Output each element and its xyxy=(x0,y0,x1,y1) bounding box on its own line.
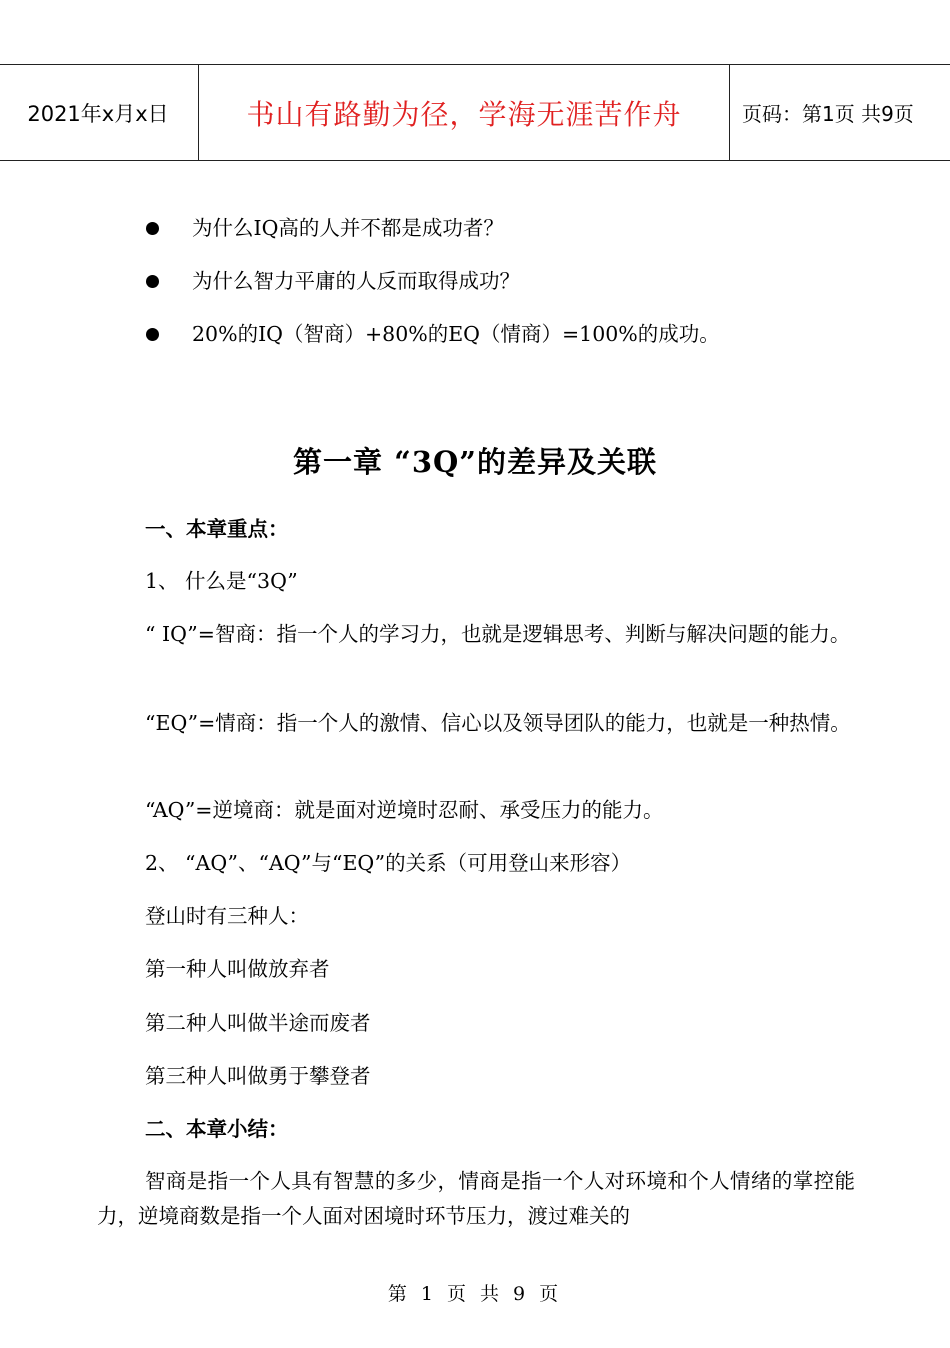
summary-paragraph: 智商是指一个人具有智慧的多少，情商是指一个人对环境和个人情绪的掌控能力，逆境商数是指一个人面对困境时环节压力，渡过难关的 xyxy=(97,1169,855,1228)
header-date: 2021年x月x日 xyxy=(27,101,169,126)
header-table xyxy=(0,64,950,161)
item-what-is-3q: 1、 什么是“3Q” xyxy=(145,569,298,593)
bullet-text: 为什么IQ高的人并不都是成功者？ xyxy=(192,216,504,240)
iq-definition: “ IQ”=智商：指一个人的学习力，也就是逻辑思考、判断与解决问题的能力。 xyxy=(145,622,851,646)
climber-type-3: 第三种人叫做勇于攀登者 xyxy=(145,1064,371,1088)
climber-type-1: 第一种人叫做放弃者 xyxy=(145,957,330,981)
climb-intro: 登山时有三种人： xyxy=(145,904,309,928)
bullet-dot-icon xyxy=(146,328,159,341)
aq-definition: “AQ”=逆境商：就是面对逆境时忍耐、承受压力的能力。 xyxy=(145,798,664,822)
header-motto-cell xyxy=(199,65,730,160)
header-page-code: 页码：第1页 共9页 xyxy=(742,102,914,126)
bullet-dot-icon xyxy=(146,275,159,288)
header-date-cell xyxy=(0,65,199,160)
bullet-text: 为什么智力平庸的人反而取得成功？ xyxy=(192,269,520,293)
eq-definition: “EQ”=情商：指一个人的激情、信心以及领导团队的能力，也就是一种热情。 xyxy=(145,711,851,735)
key-points-heading: 一、本章重点： xyxy=(145,517,289,541)
header-page-code-cell xyxy=(730,65,950,160)
bullet-text: 20%的IQ（智商）+80%的EQ（情商）=100%的成功。 xyxy=(192,322,720,346)
chapter-title: 第一章 “3Q”的差异及关联 xyxy=(293,445,657,479)
climber-type-2: 第二种人叫做半途而废者 xyxy=(145,1011,371,1035)
bullet-dot-icon xyxy=(146,222,159,235)
page-footer: 第 1 页 共 9 页 xyxy=(387,1283,563,1305)
header-motto: 书山有路勤为径，学海无涯苦作舟 xyxy=(246,97,682,131)
summary-heading: 二、本章小结： xyxy=(145,1117,289,1141)
item-relationship: 2、 “AQ”、“AQ”与“EQ”的关系（可用登山来形容） xyxy=(145,851,632,875)
